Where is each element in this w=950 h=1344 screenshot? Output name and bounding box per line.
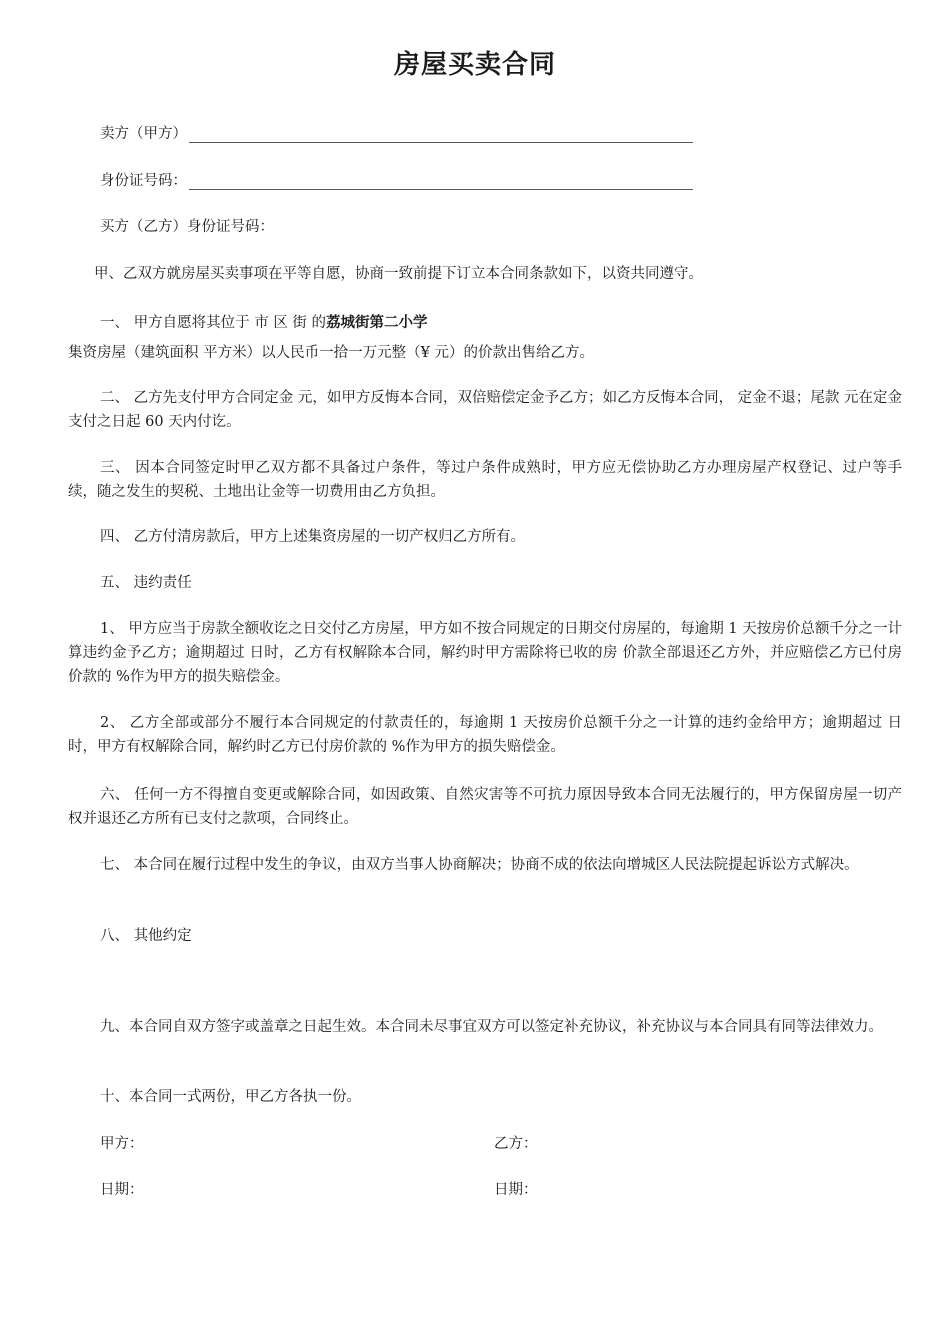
intro-paragraph: 甲、乙双方就房屋买卖事项在平等自愿，协商一致前提下订立本合同条款如下，以资共同遵守。 (94, 266, 703, 282)
clause-1-text: 一、 甲方自愿将其位于 市 区 街 的 (100, 315, 327, 331)
clause-5-item-1: 1、 甲方应当于房款全额收讫之日交付乙方房屋，甲方如不按合同规定的日期交付房屋的，每逾期 1 天按房价总额千分之一计算违约金予乙方；逾期超过 日时，乙方有权解除本合同，解约时甲方需除将已收的房 价款全部退还乙方外，并应赔偿乙方已付房价款的 %作为甲方的损失赔偿金。 (68, 621, 902, 685)
party-a-signature: 甲方： (100, 1136, 144, 1152)
clause-3: 三、 因本合同签定时甲乙双方都不具备过户条件，等过户条件成熟时，甲方应无偿协助乙方办理房屋产权登记、过户等手续，随之发生的契税、土地出让金等一切费用由乙方负担。 (68, 460, 902, 500)
id-number-label: 身份证号码： (100, 173, 187, 189)
party-b-signature: 乙方： (494, 1136, 538, 1152)
clause-5-heading: 五、 违约责任 (100, 575, 192, 591)
seller-blank-line (189, 126, 693, 143)
buyer-field: 买方（乙方）身份证号码： (100, 219, 274, 235)
clause-5-item-2: 2、 乙方全部或部分不履行本合同规定的付款责任的，每逾期 1 天按房价总额千分之一计算的违约金给甲方；逾期超过 日时，甲方有权解除合同，解约时乙方已付房价款的 %作为甲方的损失赔偿金。 (68, 715, 902, 755)
document-title: 房屋买卖合同 (393, 50, 556, 80)
clause-10: 十、本合同一式两份，甲乙方各执一份。 (100, 1089, 361, 1105)
party-a-date: 日期： (100, 1182, 144, 1198)
id-number-field (100, 169, 693, 193)
clause-1-line-2: 集资房屋（建筑面积 平方米）以人民币一拾一万元整（¥ 元）的价款出售给乙方。 (68, 345, 594, 361)
clause-2: 二、 乙方先支付甲方合同定金 元，如甲方反悔本合同，双倍赔偿定金予乙方；如乙方反悔本合同， 定金不退；尾款 元在定金支付之日起 60 天内付讫。 (68, 390, 902, 430)
seller-field (100, 122, 693, 146)
seller-label: 卖方（甲方） (100, 126, 187, 142)
id-number-blank-line (189, 173, 693, 190)
clause-8: 八、 其他约定 (100, 928, 192, 944)
clause-6: 六、 任何一方不得擅自变更或解除合同，如因政策、自然灾害等不可抗力原因导致本合同无法履行的，甲方保留房屋一切产权并退还乙方所有已支付之款项，合同终止。 (68, 787, 902, 827)
clause-9: 九、本合同自双方签字或盖章之日起生效。本合同未尽事宜双方可以签定补充协议，补充协议与本合同具有同等法律效力。 (100, 1019, 883, 1035)
clause-4: 四、 乙方付清房款后，甲方上述集资房屋的一切产权归乙方所有。 (100, 529, 526, 545)
party-b-date: 日期： (494, 1182, 538, 1198)
clause-7: 七、 本合同在履行过程中发生的争议，由双方当事人协商解决；协商不成的依法向增城区人民法院提起诉讼方式解决。 (100, 857, 859, 873)
clause-1-location: 荔城街第二小学 (326, 314, 428, 331)
clause-1-line-1 (100, 311, 428, 335)
